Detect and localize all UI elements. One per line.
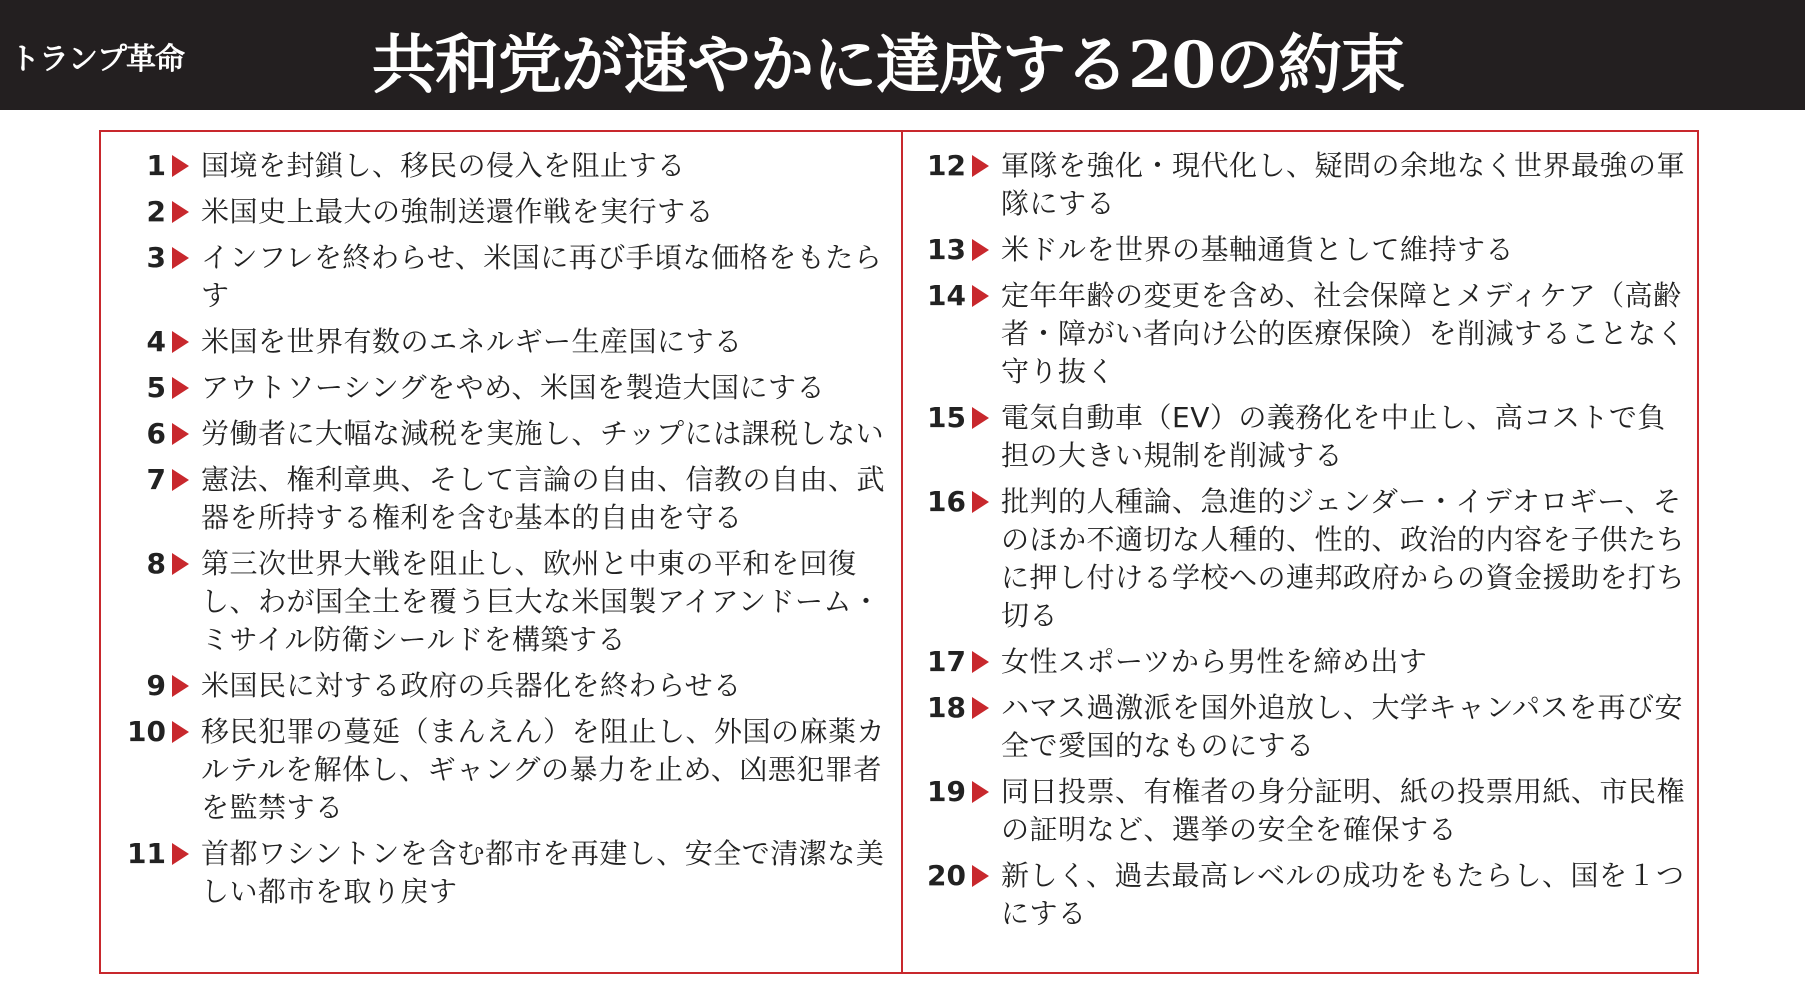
arrow-right-icon [972,407,989,429]
arrow-right-icon [972,155,989,177]
promise-item [118,323,893,361]
promise-text: インフレを終わらせ、米国に再び手頃な価格をもたらす [201,241,883,312]
promise-item [918,399,1688,475]
promise-text: 同日投票、有権者の身分証明、紙の投票用紙、市民権の証明など、選挙の安全を確保する [1001,775,1686,846]
promise-text: 軍隊を強化・現代化し、疑問の余地なく世界最強の軍隊にする [1001,149,1686,220]
promise-item [918,231,1688,269]
promise-text: 女性スポーツから男性を締め出す [1001,645,1428,678]
promise-item [118,193,893,231]
promise-number: 12 [927,149,966,182]
promise-text: 憲法、権利章典、そして言論の自由、信教の自由、武器を所持する権利を含む基本的自由を守る [201,463,886,534]
arrow-right-icon [972,781,989,803]
arrow-right-icon [972,697,989,719]
promise-item [118,835,893,911]
promise-number: 3 [146,241,166,274]
arrow-right-icon [172,675,189,697]
promise-text: 国境を封鎖し、移民の侵入を阻止する [201,149,686,182]
promise-item [918,483,1688,635]
promise-number: 8 [146,547,166,580]
promise-text: 労働者に大幅な減税を実施し、チップには課税しない [201,417,885,450]
promise-item [118,369,893,407]
promise-number: 6 [146,417,166,450]
header-bar [0,0,1805,110]
promise-number: 2 [146,195,166,228]
promise-number: 1 [146,149,166,182]
promise-number: 11 [127,837,166,870]
arrow-right-icon [172,423,189,445]
promise-number: 9 [146,669,166,702]
promise-text: 定年年齢の変更を含め、社会保障とメディケア（高齢者・障がい者向け公的医療保険）を削減することなく守り抜く [1001,279,1686,388]
promise-number: 5 [146,371,166,404]
promise-item [118,147,893,185]
promise-item [118,545,893,659]
promise-number: 19 [927,775,966,808]
promise-number: 16 [927,485,966,518]
column-divider [901,130,903,974]
promise-item [118,239,893,315]
promise-number: 17 [927,645,966,678]
promise-text: ハマス過激派を国外追放し、大学キャンパスを再び安全で愛国的なものにする [1001,691,1684,762]
promise-text: 米国史上最大の強制送還作戦を実行する [201,195,715,228]
promise-text: 米国を世界有数のエネルギー生産国にする [201,325,743,358]
promises-column-left [118,147,893,919]
promise-number: 7 [146,463,166,496]
promise-item [918,689,1688,765]
promise-item [918,643,1688,681]
arrow-right-icon [172,469,189,491]
promise-item [918,773,1688,849]
promise-text: 電気自動車（EV）の義務化を中止し、高コストで負担の大きい規制を削減する [1001,401,1666,472]
promises-column-right [918,147,1688,941]
promise-item [118,461,893,537]
promise-text: 新しく、過去最高レベルの成功をもたらし、国を１つにする [1001,859,1685,930]
promise-text: 首都ワシントンを含む都市を再建し、安全で清潔な美しい都市を取り戻す [201,837,885,908]
arrow-right-icon [972,865,989,887]
arrow-right-icon [972,651,989,673]
promise-number: 14 [927,279,966,312]
promise-number: 13 [927,233,966,266]
arrow-right-icon [172,553,189,575]
promise-item [918,857,1688,933]
arrow-right-icon [172,155,189,177]
promise-text: アウトソーシングをやめ、米国を製造大国にする [201,371,826,404]
arrow-right-icon [172,201,189,223]
arrow-right-icon [172,247,189,269]
promise-text: 米ドルを世界の基軸通貨として維持する [1001,233,1515,266]
promise-text: 批判的人種論、急進的ジェンダー・イデオロギー、そのほか不適切な人種的、性的、政治的内容を子供たちに押し付ける学校への連邦政府からの資金援助を打ち切る [1001,485,1686,632]
arrow-right-icon [172,377,189,399]
promise-number: 20 [927,859,966,892]
arrow-right-icon [972,491,989,513]
arrow-right-icon [972,239,989,261]
arrow-right-icon [172,843,189,865]
promise-number: 18 [927,691,966,724]
promise-number: 4 [146,325,166,358]
promise-number: 10 [127,715,166,748]
promise-item [918,277,1688,391]
promise-item [118,667,893,705]
promise-number: 15 [927,401,966,434]
arrow-right-icon [172,331,189,353]
arrow-right-icon [172,721,189,743]
promise-text: 米国民に対する政府の兵器化を終わらせる [201,669,742,702]
arrow-right-icon [972,285,989,307]
promise-text: 第三次世界大戦を阻止し、欧州と中東の平和を回復し、わが国全土を覆う巨大な米国製アイアンドーム・ミサイル防衛シールドを構築する [201,547,881,656]
section-tag: トランプ革命 [10,42,184,77]
promise-text: 移民犯罪の蔓延（まんえん）を阻止し、外国の麻薬カルテルを解体し、ギャングの暴力を止め、凶悪犯罪者を監禁する [201,715,886,824]
promise-item [118,415,893,453]
promise-item [118,713,893,827]
promise-item [918,147,1688,223]
page-title: 共和党が速やかに達成する20の約束 [372,28,1405,103]
